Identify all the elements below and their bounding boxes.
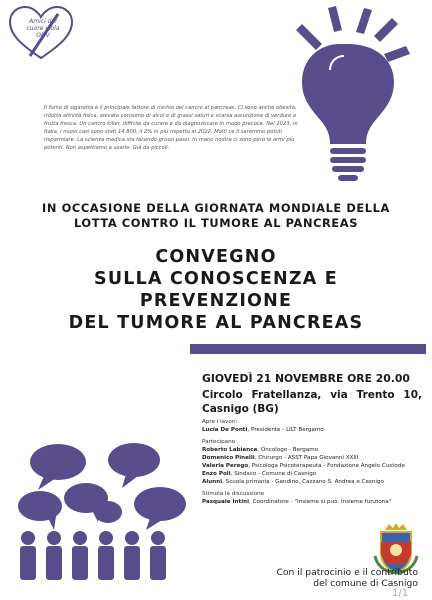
venue-line2: Casnigo (BG)	[202, 403, 279, 415]
logo-text-line2: cuore viola	[26, 25, 60, 32]
speaker-name: Pasquale Intini	[202, 499, 250, 505]
patronage-line1: Con il patrocinio e il contributo	[276, 567, 418, 578]
participant	[202, 462, 430, 470]
program-list	[202, 418, 430, 506]
opening-speaker	[202, 426, 430, 434]
patronage-text	[212, 567, 418, 589]
page-number: 1/1	[392, 588, 409, 599]
speaker-role: , Coordinatore - "Insieme si può. Insieme funziona"	[249, 499, 392, 505]
discussion-speaker	[202, 498, 430, 506]
venue-line1: Circolo Fratellanza, via Trento 10,	[202, 389, 422, 401]
speaker-name: Lucia De Ponti	[202, 427, 248, 433]
speaker-role: , Sindaco - Comune di Casnigo	[230, 471, 317, 477]
people-talking-icon	[14, 440, 190, 590]
discussion-label: Stimola la discussione	[202, 491, 265, 497]
occasion-line2: LOTTA CONTRO IL TUMORE AL PANCREAS	[73, 216, 359, 230]
speaker-name: Enzo Poli	[202, 471, 231, 477]
participant	[202, 470, 430, 478]
logo-text	[18, 18, 68, 39]
occasion-heading	[20, 201, 412, 231]
speaker-name: Roberto Labianca	[202, 447, 258, 453]
event-venue	[202, 388, 422, 416]
accent-bar	[190, 344, 426, 354]
speaker-name: Alunni	[202, 479, 223, 485]
participants-label: Partecipano	[202, 439, 236, 445]
title-line4: DEL TUMORE AL PANCREAS	[68, 313, 364, 333]
page-title	[20, 246, 412, 334]
speaker-role: , Psicologa Psicoterapeuta - Fondazione Angelo Custode	[248, 463, 405, 469]
title-line2: SULLA CONOSCENZA E	[94, 269, 338, 289]
speaker-name: Valeria Perego	[202, 463, 249, 469]
speaker-role: , Oncologo - Bergamo	[257, 447, 319, 453]
participant	[202, 478, 430, 486]
speaker-name: Domenico Pinelli	[202, 455, 255, 461]
logo-text-line1: Amici del	[29, 18, 57, 25]
title-line3: PREVENZIONE	[139, 291, 293, 311]
patronage-line2: del comune di Casnigo	[313, 578, 418, 589]
speaker-role: , Scuola primaria - Gandino, Cazzano S. Andrea e Casnigo	[222, 479, 384, 485]
speaker-role: , Chirurgo - ASST Papa Giovanni XXIII	[254, 455, 359, 461]
lightbulb-icon	[290, 4, 420, 194]
title-line1: CONVEGNO	[155, 247, 277, 267]
opening-label: Apre i lavori:	[202, 419, 238, 425]
event-date: GIOVEDÌ 21 NOVEMBRE ORE 20.00	[202, 372, 410, 385]
participant	[202, 446, 430, 454]
occasion-line1: IN OCCASIONE DELLA GIORNATA MONDIALE DELLA	[42, 201, 390, 215]
speaker-role: , Presidente - LILT Bergamo	[247, 427, 324, 433]
logo-text-line3: ODV	[36, 32, 50, 39]
intro-paragraph: Il fumo di sigaretta è il principale fattore di rischio del cancro al pancreas. Ci sono anche obesità, ridotta attività fisica, elevato consumo di alcol e di grassi saturi e scarsa assunzione di verdure e frutta fresca. Un cancro killer, difficile da curare e da diagnosticare in modo precoce. Nel 2023, in Italia, i nuovi casi sono stati 14.800, il 2% in più rispetto al 2022. Molti ce li saremmo potuti risparmiare. La scienza medica sta facendo grossi passi. In mano nostra ci sono però le armi più potenti. Non aspettiamo a usarle. Già da piccoli.	[44, 105, 298, 151]
participant	[202, 454, 430, 462]
